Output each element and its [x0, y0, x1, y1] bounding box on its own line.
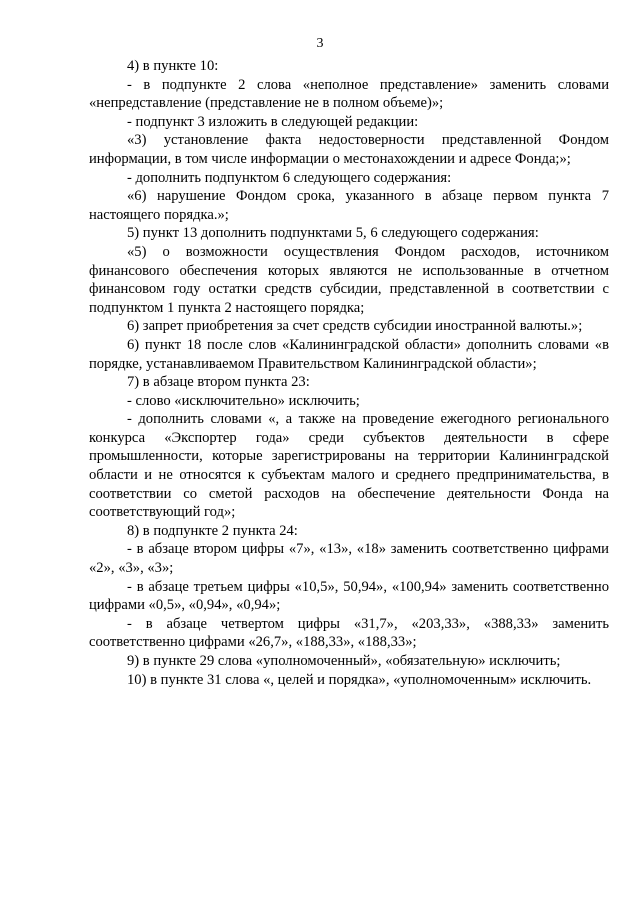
- paragraph: - слово «исключительно» исключить;: [127, 392, 360, 409]
- paragraph: - дополнить словами «, а также на проведение ежегодного регионального конкурса «Экспортер года» среди субъектов деятельности в сфере промышленности, которые зарегистрированы на территории Калининградской области и не относятся к субъектам малого и среднего предпринимательства, в соответствии со сметой расходов на обеспечение деятельности Фонда на соответствующий год»;: [89, 411, 609, 521]
- paragraph: - в абзаце втором цифры «7», «13», «18» заменить соответственно цифрами «2», «3», «3»;: [89, 541, 609, 577]
- paragraph: 10) в пункте 31 слова «, целей и порядка», «уполномоченным» исключить.: [127, 671, 592, 688]
- paragraph: 9) в пункте 29 слова «уполномоченный», «обязательную» исключить;: [127, 653, 561, 669]
- paragraph: 6) пункт 18 после слов «Калининградской области» дополнить словами «в порядке, устанавливаемом Правительством Калининградской области»;: [89, 336, 609, 372]
- paragraph: 4) в пункте 10:: [127, 58, 219, 74]
- paragraph: 5) пункт 13 дополнить подпунктами 5, 6 следующего содержания:: [127, 225, 539, 242]
- paragraph: - подпункт 3 изложить в следующей редакции:: [127, 113, 419, 130]
- paragraph: - дополнить подпунктом 6 следующего содержания:: [127, 169, 452, 186]
- document-body: [89, 57, 609, 689]
- paragraph: - в абзаце четвертом цифры «31,7», «203,33», «388,33» заменить соответственно цифрами «26,7», «188,33», «188,33»;: [89, 615, 609, 651]
- paragraph: - в абзаце третьем цифры «10,5», 50,94», «100,94» заменить соответственно цифрами «0,5», «0,94», «0,94»;: [89, 578, 609, 614]
- paragraph: 7) в абзаце втором пункта 23:: [127, 374, 310, 391]
- paragraph: 6) запрет приобретения за счет средств субсидии иностранной валюты.»;: [127, 318, 583, 335]
- paragraph: - в подпункте 2 слова «неполное представление» заменить словами «непредставление (представление не в полном объеме)»;: [89, 76, 609, 112]
- page-number: 3: [316, 36, 324, 51]
- paragraph: «3) установление факта недостоверности представленной Фондом информации, в том числе информации о местонахождении и адресе Фонда;»;: [89, 132, 609, 167]
- paragraph: «5) о возможности осуществления Фондом расходов, источником финансового обеспечения которых являются не использованные в отчетном финансовом году остатки средств субсидии, представленной в соответствии с подпунктом 1 пункта 2 настоящего порядка;: [89, 243, 609, 316]
- paragraph: 8) в подпункте 2 пункта 24:: [127, 522, 298, 539]
- paragraph: «6) нарушение Фондом срока, указанного в абзаце первом пункта 7 настоящего порядка.»;: [89, 188, 609, 223]
